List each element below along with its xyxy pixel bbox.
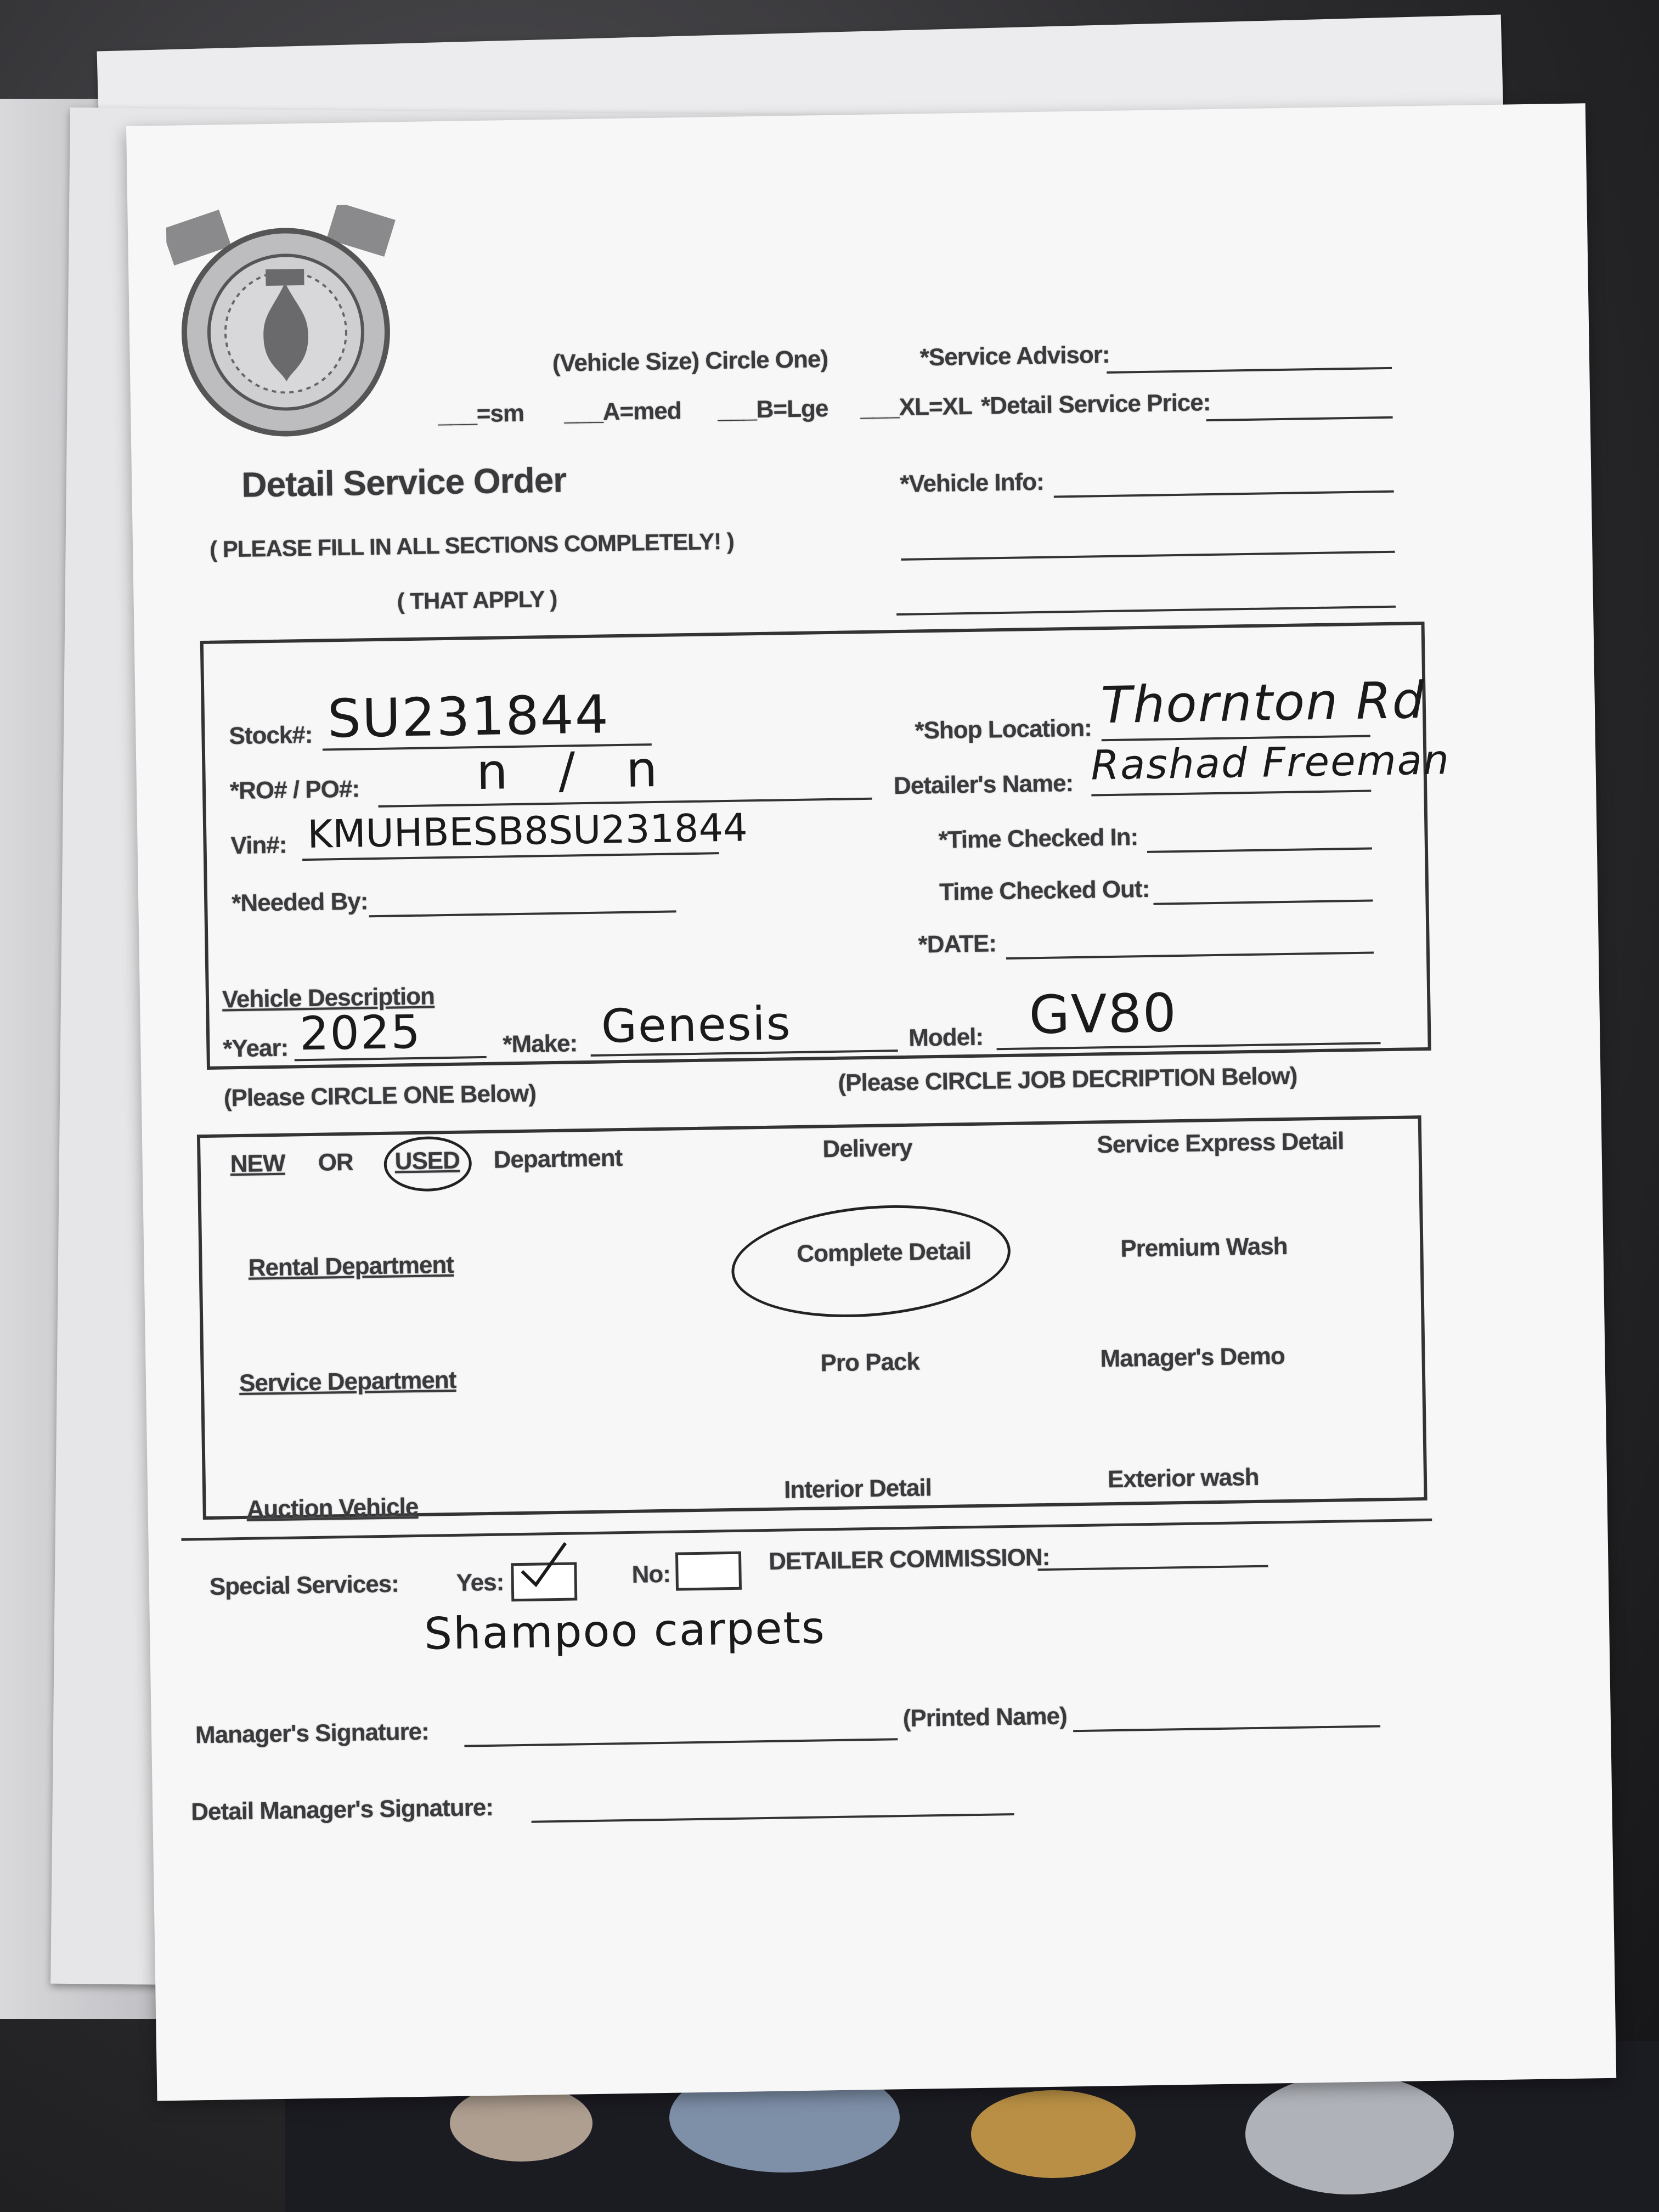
form-title: Detail Service Order [241,460,567,505]
job-managers-demo[interactable]: Manager's Demo [1100,1342,1285,1373]
vehicle-info-label: *Vehicle Info: [900,468,1045,498]
service-advisor-line[interactable] [1107,367,1392,374]
year-value: 2025 [299,1005,422,1061]
service-department-option[interactable]: Service Department [239,1366,456,1397]
needed-by-label: *Needed By: [231,888,368,917]
vehicle-info-line-1[interactable] [1054,490,1394,498]
time-in-label: *Time Checked In: [938,823,1138,854]
vehicle-size-heading: (Vehicle Size) Circle One) [552,345,828,377]
job-service-express[interactable]: Service Express Detail [1097,1127,1344,1159]
section-divider [181,1519,1432,1541]
or-text: OR [318,1148,354,1176]
instruction-text: ( PLEASE FILL IN ALL SECTIONS COMPLETELY! ) [209,528,735,562]
job-selection-box [197,1115,1427,1520]
job-exterior-wash[interactable]: Exterior wash [1107,1463,1259,1493]
special-services-note: Shampoo carpets [424,1602,826,1660]
job-interior-detail[interactable]: Interior Detail [783,1474,932,1504]
manager-signature-label: Manager's Signature: [195,1718,430,1749]
job-premium-wash[interactable]: Premium Wash [1120,1233,1288,1262]
circle-job-heading: (Please CIRCLE JOB DECRIPTION Below) [838,1062,1297,1097]
make-value: Genesis [601,996,792,1053]
stock-value: SU231844 [327,684,610,750]
size-option-lge: ___B=Lge [717,394,828,424]
detail-manager-signature-line[interactable] [532,1813,1014,1823]
shop-location-label: *Shop Location: [915,714,1092,744]
no-label: No: [631,1560,671,1588]
vin-label: Vin#: [230,831,287,860]
dealer-seal-icon [166,204,400,438]
ro-value: n / n [476,740,659,802]
no-checkbox[interactable] [675,1551,742,1591]
ro-label: *RO# / PO#: [229,775,360,805]
job-complete-detail[interactable]: Complete Detail [797,1238,972,1268]
time-out-label: Time Checked Out: [939,875,1150,906]
detailer-name-value: Rashad Freeman [1090,736,1451,789]
size-option-med: ___A=med [563,397,682,426]
circle-one-heading: (Please CIRCLE ONE Below) [223,1080,537,1112]
model-label: Model: [908,1023,984,1052]
shop-location-value: Thornton Rd [1100,670,1426,735]
auction-vehicle-option[interactable]: Auction Vehicle [246,1493,419,1523]
detail-manager-signature-label: Detail Manager's Signature: [190,1793,494,1826]
service-advisor-label: *Service Advisor: [919,341,1110,371]
new-option[interactable]: NEW [230,1149,285,1178]
detail-price-line[interactable] [1206,416,1393,421]
printed-name-line[interactable] [1073,1725,1380,1732]
that-apply-text: ( THAT APPLY ) [397,585,557,614]
detail-service-order-form [126,103,1616,2101]
vehicle-info-line-3[interactable] [896,606,1396,616]
commission-label: DETAILER COMMISSION: [768,1543,1050,1575]
make-label: *Make: [502,1030,578,1058]
vin-value: KMUHBESB8SU231844 [307,805,748,857]
stock-label: Stock#: [229,721,313,750]
rental-department-option[interactable]: Rental Department [248,1251,454,1282]
yes-checkbox[interactable] [511,1562,577,1601]
size-option-xl: ___XL=XL [860,392,973,422]
checkmark-icon [511,1541,572,1591]
department-text: Department [493,1144,623,1173]
yes-label: Yes: [456,1568,504,1596]
manager-signature-line[interactable] [464,1738,898,1747]
model-value: GV80 [1028,982,1178,1046]
vehicle-info-line-2[interactable] [901,551,1395,561]
detail-price-label: *Detail Service Price: [980,389,1211,420]
year-label: *Year: [223,1034,289,1063]
detailer-name-label: Detailer's Name: [893,770,1074,800]
size-option-sm: ___=sm [437,399,524,428]
printed-name-label: (Printed Name) [902,1702,1068,1733]
commission-line[interactable] [1038,1565,1268,1571]
job-pro-pack[interactable]: Pro Pack [820,1348,920,1377]
job-delivery[interactable]: Delivery [822,1134,913,1163]
special-services-label: Special Services: [209,1570,399,1600]
date-label: *DATE: [918,930,997,958]
vehicle-description-heading: Vehicle Description [222,983,435,1013]
used-option[interactable]: USED [394,1147,460,1175]
